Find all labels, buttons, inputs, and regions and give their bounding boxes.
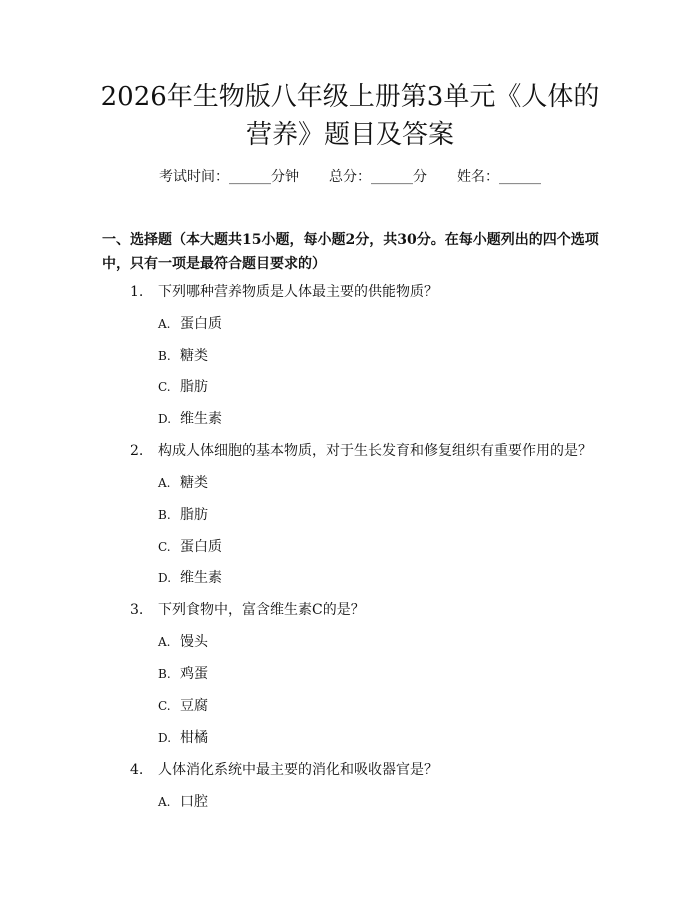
option-text: 糖类 <box>180 348 208 364</box>
option-1d <box>158 409 222 429</box>
option-3c <box>158 696 208 716</box>
question-2 <box>130 441 592 461</box>
title-line-2: 营养》题目及答案 <box>245 120 454 150</box>
question-text: 下列哪种营养物质是人体最主要的供能物质？ <box>158 284 438 300</box>
option-2d <box>158 568 222 588</box>
option-3d <box>158 728 208 748</box>
question-text: 下列食物中，富含维生素C的是？ <box>158 602 365 618</box>
option-letter: A. <box>158 317 171 331</box>
option-3a <box>158 632 208 652</box>
name-field: 姓名：______ <box>457 169 541 185</box>
option-text: 口腔 <box>180 794 208 810</box>
option-text: 豆腐 <box>180 698 208 714</box>
option-letter: D. <box>158 571 172 585</box>
option-1b <box>158 346 208 366</box>
option-letter: B. <box>158 349 171 363</box>
question-text: 人体消化系统中最主要的消化和吸收器官是？ <box>158 762 438 778</box>
option-1a <box>158 314 222 334</box>
option-letter: B. <box>158 667 171 681</box>
option-letter: C. <box>158 699 171 713</box>
exam-info <box>0 166 700 188</box>
option-text: 脂肪 <box>180 507 208 523</box>
option-letter: C. <box>158 540 171 554</box>
question-4 <box>130 760 438 780</box>
question-text: 构成人体细胞的基本物质，对于生长发育和修复组织有重要作用的是？ <box>158 443 592 459</box>
option-1c <box>158 377 208 397</box>
option-letter: A. <box>158 476 171 490</box>
option-text: 馒头 <box>180 634 208 650</box>
option-text: 柑橘 <box>180 730 208 746</box>
option-letter: A. <box>158 795 171 809</box>
option-text: 糖类 <box>180 475 208 491</box>
section-heading: 一、选择题（本大题共15小题，每小题2分，共30分。在每小题列出的四个选项中，只有一项是最符合题目要求的） <box>102 232 599 272</box>
option-letter: A. <box>158 635 171 649</box>
page-title <box>60 78 640 154</box>
exam-time-field: 考试时间：______分钟 <box>159 169 299 185</box>
option-2b <box>158 505 208 525</box>
question-number: 2. <box>130 443 144 459</box>
option-text: 脂肪 <box>180 379 208 395</box>
question-number: 1. <box>130 284 144 300</box>
total-score-field: 总分：______分 <box>329 169 427 185</box>
option-text: 蛋白质 <box>180 539 222 555</box>
question-1 <box>130 282 438 302</box>
question-number: 3. <box>130 602 144 618</box>
question-3 <box>130 600 365 620</box>
question-number: 4. <box>130 762 144 778</box>
option-text: 维生素 <box>180 411 222 427</box>
option-letter: D. <box>158 412 172 426</box>
option-2a <box>158 473 208 493</box>
option-4a <box>158 792 208 812</box>
option-text: 蛋白质 <box>180 316 222 332</box>
option-letter: D. <box>158 731 172 745</box>
option-3b <box>158 664 208 684</box>
option-letter: B. <box>158 508 171 522</box>
option-text: 维生素 <box>180 570 222 586</box>
title-line-1: 2026年生物版八年级上册第3单元《人体的 <box>100 82 600 112</box>
option-letter: C. <box>158 380 171 394</box>
option-2c <box>158 537 222 557</box>
option-text: 鸡蛋 <box>180 666 208 682</box>
